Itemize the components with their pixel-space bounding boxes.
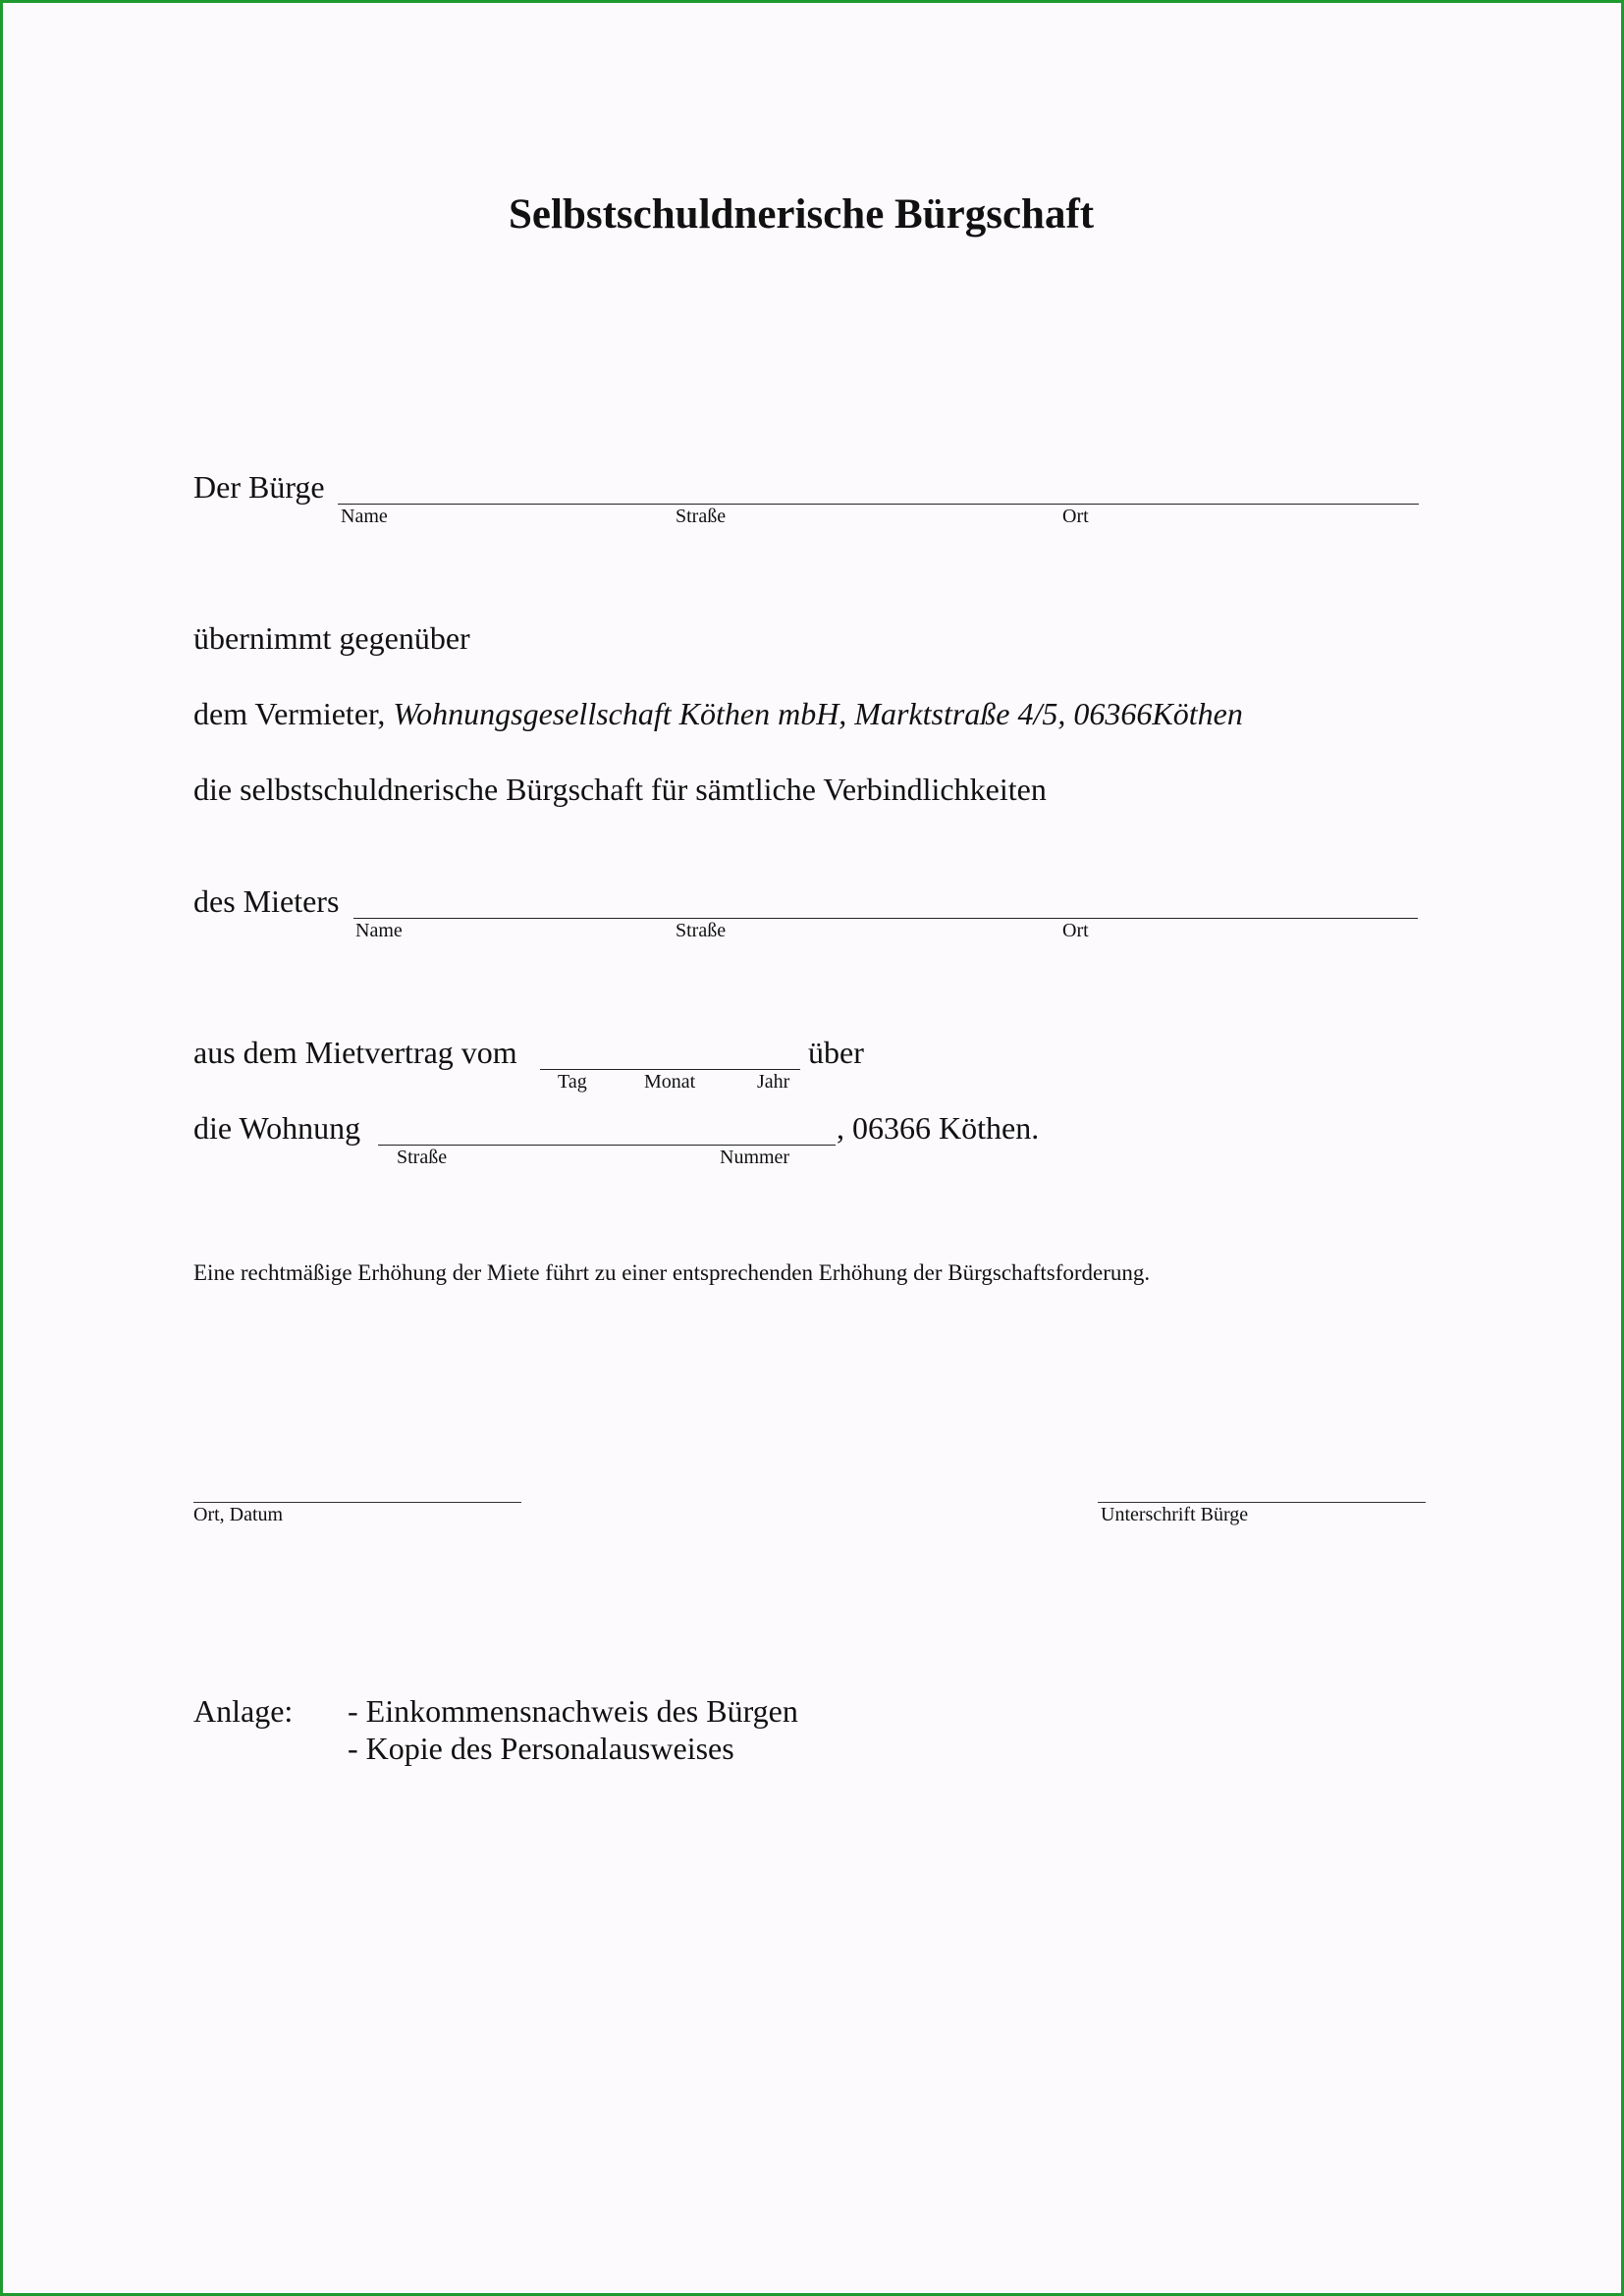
contract-date-fill-line[interactable] bbox=[540, 1069, 800, 1070]
place-date-fill-line[interactable] bbox=[193, 1502, 521, 1503]
place-date-caption: Ort, Datum bbox=[193, 1504, 284, 1525]
guarantor-city-caption: Ort bbox=[1062, 506, 1089, 527]
guarantor-name-caption: Name bbox=[341, 506, 388, 527]
tenant-city-caption: Ort bbox=[1062, 920, 1089, 941]
apartment-fill-line[interactable] bbox=[378, 1145, 836, 1146]
apartment-suffix: , 06366 Köthen. bbox=[837, 1110, 1040, 1146]
landlord-line bbox=[193, 696, 1243, 732]
tenant-street-caption: Straße bbox=[676, 920, 727, 941]
apartment-label: die Wohnung bbox=[193, 1110, 361, 1146]
apartment-street-caption: Straße bbox=[397, 1147, 448, 1168]
liabilities-line: die selbstschuldnerische Bürgschaft für sämtliche Verbindlichkeiten bbox=[193, 772, 1047, 807]
signature-fill-line[interactable] bbox=[1098, 1502, 1426, 1503]
guarantor-fill-line[interactable] bbox=[338, 504, 1419, 505]
contract-year-caption: Jahr bbox=[757, 1071, 790, 1093]
contract-month-caption: Monat bbox=[644, 1071, 696, 1093]
apartment-number-caption: Nummer bbox=[720, 1147, 790, 1168]
landlord-label: dem Vermieter, bbox=[193, 696, 386, 731]
notice-text: Eine rechtmäßige Erhöhung der Miete führt zu einer entsprechenden Erhöhung der Bürgschaftsforderung. bbox=[193, 1260, 1151, 1285]
tenant-fill-line[interactable] bbox=[353, 918, 1418, 919]
contract-suffix: über bbox=[808, 1035, 864, 1070]
attachment-item: - Kopie des Personalausweises bbox=[348, 1731, 734, 1766]
document-title: Selbstschuldnerische Bürgschaft bbox=[509, 191, 1095, 238]
attachments-label: Anlage: bbox=[193, 1693, 294, 1729]
tenant-name-caption: Name bbox=[355, 920, 403, 941]
contract-day-caption: Tag bbox=[558, 1071, 587, 1093]
guarantor-street-caption: Straße bbox=[676, 506, 727, 527]
attachment-item: - Einkommensnachweis des Bürgen bbox=[348, 1693, 798, 1729]
signature-caption: Unterschrift Bürge bbox=[1101, 1504, 1249, 1525]
guarantor-label: Der Bürge bbox=[193, 469, 325, 505]
contract-label: aus dem Mietvertrag vom bbox=[193, 1035, 517, 1070]
landlord-value: Wohnungsgesellschaft Köthen mbH, Marktstraße 4/5, 06366Köthen bbox=[393, 696, 1243, 731]
tenant-label: des Mieters bbox=[193, 883, 340, 919]
assumes-line: übernimmt gegenüber bbox=[193, 620, 470, 656]
